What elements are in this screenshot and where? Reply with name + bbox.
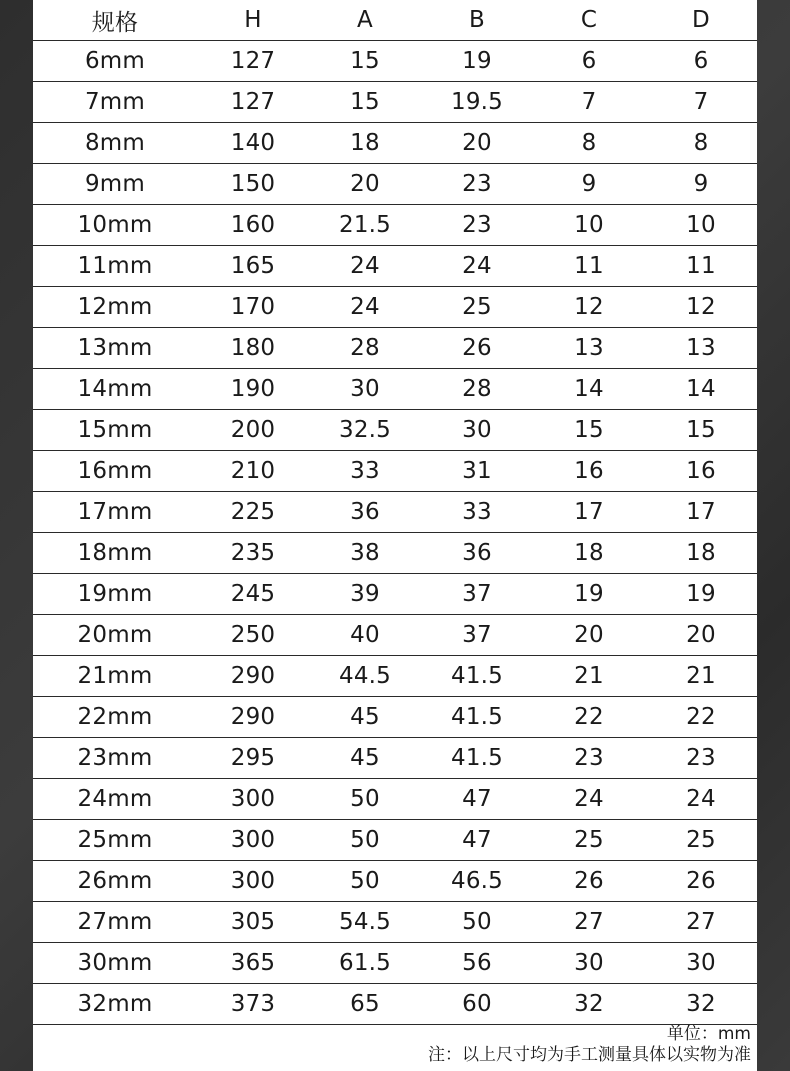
- table-cell: 31: [421, 451, 533, 492]
- table-cell: 295: [197, 738, 309, 779]
- table-cell: 16: [645, 451, 757, 492]
- table-cell: 19: [533, 574, 645, 615]
- table-cell: 20: [421, 123, 533, 164]
- table-cell: 27mm: [33, 902, 197, 943]
- table-cell: 300: [197, 779, 309, 820]
- table-cell: 7mm: [33, 82, 197, 123]
- table-cell: 11mm: [33, 246, 197, 287]
- table-cell: 60: [421, 984, 533, 1025]
- table-cell: 9mm: [33, 164, 197, 205]
- table-cell: 24: [645, 779, 757, 820]
- table-cell: 41.5: [421, 697, 533, 738]
- table-cell: 54.5: [309, 902, 421, 943]
- table-cell: 30: [309, 369, 421, 410]
- table-row: [33, 451, 757, 492]
- table-cell: 180: [197, 328, 309, 369]
- table-cell: 7: [533, 82, 645, 123]
- table-cell: 365: [197, 943, 309, 984]
- column-header: D: [692, 7, 710, 33]
- table-row: [33, 697, 757, 738]
- table-cell: 9: [645, 164, 757, 205]
- table-cell: 13: [645, 328, 757, 369]
- disclaimer-note: 注：以上尺寸均为手工测量具体以实物为准: [428, 1045, 751, 1065]
- column-header: 规格: [91, 9, 139, 36]
- table-cell: 305: [197, 902, 309, 943]
- table-row: [33, 779, 757, 820]
- table-cell: 225: [197, 492, 309, 533]
- table-cell: 19mm: [33, 574, 197, 615]
- table-cell: 47: [421, 779, 533, 820]
- table-cell: 41.5: [421, 738, 533, 779]
- table-cell: 32.5: [309, 410, 421, 451]
- table-cell: 26: [421, 328, 533, 369]
- table-cell: 30: [533, 943, 645, 984]
- table-cell: 50: [309, 779, 421, 820]
- table-cell: 26: [533, 861, 645, 902]
- table-cell: 190: [197, 369, 309, 410]
- table-cell: 373: [197, 984, 309, 1025]
- table-row: [33, 902, 757, 943]
- table-cell: 27: [533, 902, 645, 943]
- table-cell: 8mm: [33, 123, 197, 164]
- table-cell: 150: [197, 164, 309, 205]
- table-cell: 16: [533, 451, 645, 492]
- table-cell: 235: [197, 533, 309, 574]
- table-cell: 28: [309, 328, 421, 369]
- table-cell: 44.5: [309, 656, 421, 697]
- table-cell: 160: [197, 205, 309, 246]
- table-cell: 14: [645, 369, 757, 410]
- table-header-row: [33, 0, 757, 41]
- table-cell: 14: [533, 369, 645, 410]
- table-cell: 39: [309, 574, 421, 615]
- table-cell: 6: [645, 41, 757, 82]
- table-cell: 46.5: [421, 861, 533, 902]
- table-row: [33, 164, 757, 205]
- table-cell: 22mm: [33, 697, 197, 738]
- table-cell: 127: [197, 41, 309, 82]
- table-cell: 6mm: [33, 41, 197, 82]
- column-header: C: [580, 7, 598, 33]
- table-cell: 300: [197, 820, 309, 861]
- table-cell: 8: [533, 123, 645, 164]
- table-cell: 15: [309, 82, 421, 123]
- table-cell: 18: [309, 123, 421, 164]
- table-cell: 25: [645, 820, 757, 861]
- table-cell: 15: [309, 41, 421, 82]
- table-cell: 7: [645, 82, 757, 123]
- table-cell: 32: [645, 984, 757, 1025]
- table-cell: 200: [197, 410, 309, 451]
- table-body: [33, 41, 757, 1025]
- table-cell: 38: [309, 533, 421, 574]
- table-cell: 20: [309, 164, 421, 205]
- table-cell: 65: [309, 984, 421, 1025]
- table-cell: 27: [645, 902, 757, 943]
- column-header: A: [357, 7, 373, 33]
- table-cell: 50: [309, 820, 421, 861]
- table-cell: 41.5: [421, 656, 533, 697]
- table-cell: 24: [533, 779, 645, 820]
- table-cell: 23: [421, 164, 533, 205]
- table-cell: 11: [645, 246, 757, 287]
- table-cell: 23: [645, 738, 757, 779]
- table-row: [33, 615, 757, 656]
- table-cell: 33: [421, 492, 533, 533]
- table-row: [33, 738, 757, 779]
- table-cell: 30mm: [33, 943, 197, 984]
- table-cell: 18: [533, 533, 645, 574]
- size-spec-table: [33, 0, 757, 1025]
- unit-note: 单位：mm: [666, 1024, 751, 1044]
- table-cell: 19.5: [421, 82, 533, 123]
- table-cell: 21: [533, 656, 645, 697]
- table-cell: 45: [309, 738, 421, 779]
- table-row: [33, 82, 757, 123]
- table-row: [33, 574, 757, 615]
- table-cell: 50: [421, 902, 533, 943]
- table-row: [33, 492, 757, 533]
- table-cell: 15: [645, 410, 757, 451]
- table-row: [33, 533, 757, 574]
- table-row: [33, 410, 757, 451]
- spec-sheet: [33, 0, 757, 1071]
- table-cell: 12mm: [33, 287, 197, 328]
- table-cell: 290: [197, 656, 309, 697]
- table-cell: 24: [309, 246, 421, 287]
- table-cell: 26mm: [33, 861, 197, 902]
- table-cell: 24: [309, 287, 421, 328]
- table-cell: 20: [533, 615, 645, 656]
- table-cell: 245: [197, 574, 309, 615]
- table-cell: 10mm: [33, 205, 197, 246]
- table-row: [33, 369, 757, 410]
- column-header: B: [469, 7, 485, 33]
- table-cell: 12: [533, 287, 645, 328]
- table-cell: 8: [645, 123, 757, 164]
- table-cell: 17: [645, 492, 757, 533]
- table-cell: 18mm: [33, 533, 197, 574]
- column-header: H: [244, 7, 262, 33]
- table-cell: 25: [421, 287, 533, 328]
- table-cell: 47: [421, 820, 533, 861]
- table-cell: 10: [645, 205, 757, 246]
- table-cell: 22: [645, 697, 757, 738]
- table-cell: 26: [645, 861, 757, 902]
- table-row: [33, 984, 757, 1025]
- table-cell: 28: [421, 369, 533, 410]
- table-cell: 140: [197, 123, 309, 164]
- table-cell: 6: [533, 41, 645, 82]
- table-cell: 24: [421, 246, 533, 287]
- table-cell: 25mm: [33, 820, 197, 861]
- table-cell: 32mm: [33, 984, 197, 1025]
- table-row: [33, 861, 757, 902]
- table-cell: 15mm: [33, 410, 197, 451]
- table-cell: 45: [309, 697, 421, 738]
- table-cell: 24mm: [33, 779, 197, 820]
- table-cell: 22: [533, 697, 645, 738]
- table-cell: 23mm: [33, 738, 197, 779]
- table-cell: 18: [645, 533, 757, 574]
- notes: [428, 1024, 751, 1066]
- table-cell: 30: [421, 410, 533, 451]
- table-cell: 17mm: [33, 492, 197, 533]
- table-cell: 21.5: [309, 205, 421, 246]
- table-cell: 37: [421, 574, 533, 615]
- table-row: [33, 656, 757, 697]
- table-cell: 36: [421, 533, 533, 574]
- table-cell: 13mm: [33, 328, 197, 369]
- table-cell: 19: [645, 574, 757, 615]
- table-cell: 32: [533, 984, 645, 1025]
- table-cell: 290: [197, 697, 309, 738]
- table-row: [33, 123, 757, 164]
- table-cell: 170: [197, 287, 309, 328]
- table-row: [33, 328, 757, 369]
- table-cell: 17: [533, 492, 645, 533]
- table-cell: 56: [421, 943, 533, 984]
- table-row: [33, 246, 757, 287]
- table-cell: 19: [421, 41, 533, 82]
- table-cell: 10: [533, 205, 645, 246]
- table-cell: 25: [533, 820, 645, 861]
- table-cell: 16mm: [33, 451, 197, 492]
- table-cell: 40: [309, 615, 421, 656]
- table-cell: 50: [309, 861, 421, 902]
- table-cell: 14mm: [33, 369, 197, 410]
- table-cell: 15: [533, 410, 645, 451]
- table-cell: 9: [533, 164, 645, 205]
- table-row: [33, 943, 757, 984]
- table-cell: 20mm: [33, 615, 197, 656]
- table-cell: 250: [197, 615, 309, 656]
- table-cell: 21: [645, 656, 757, 697]
- table-cell: 210: [197, 451, 309, 492]
- table-cell: 37: [421, 615, 533, 656]
- table-cell: 300: [197, 861, 309, 902]
- table-cell: 36: [309, 492, 421, 533]
- table-row: [33, 287, 757, 328]
- table-cell: 12: [645, 287, 757, 328]
- table-cell: 23: [533, 738, 645, 779]
- table-cell: 30: [645, 943, 757, 984]
- table-cell: 20: [645, 615, 757, 656]
- table-cell: 61.5: [309, 943, 421, 984]
- table-cell: 21mm: [33, 656, 197, 697]
- table-cell: 127: [197, 82, 309, 123]
- table-cell: 165: [197, 246, 309, 287]
- table-cell: 11: [533, 246, 645, 287]
- table-cell: 33: [309, 451, 421, 492]
- table-row: [33, 41, 757, 82]
- table-cell: 13: [533, 328, 645, 369]
- table-cell: 23: [421, 205, 533, 246]
- table-row: [33, 205, 757, 246]
- table-row: [33, 820, 757, 861]
